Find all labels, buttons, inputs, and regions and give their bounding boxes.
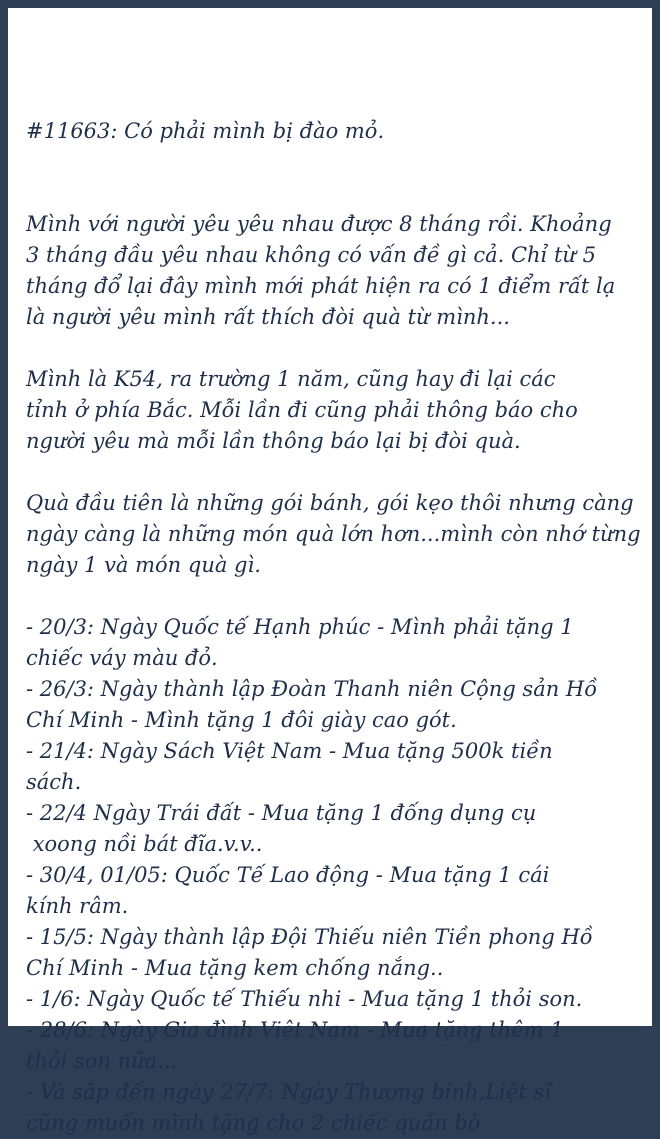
paragraph-intro [26,209,642,333]
paragraph-line: tỉnh ở phía Bắc. Mỗi lần đi cũng phải thông báo cho [26,398,578,422]
paragraph-line: ngày càng là những món quà lớn hơn...mình còn nhớ từng [26,522,641,546]
list-item-line: xoong nồi bát đĩa.v.v.. [26,832,263,856]
paragraph-line: người yêu mà mỗi lần thông báo lại bị đòi quà. [26,429,521,453]
list-item-line: Chí Minh - Mình tặng 1 đôi giày cao gót. [26,708,457,732]
paragraph-line: Quà đầu tiên là những gói bánh, gói kẹo thôi nhưng càng [26,491,634,515]
paragraph-line: Mình với người yêu yêu nhau được 8 tháng rồi. Khoảng [26,212,612,236]
post-title-block [26,54,642,209]
list-item-line: - 1/6: Ngày Quốc tế Thiếu nhi - Mua tặng 1 thỏi son. [26,987,583,1011]
list-item-line: Chí Minh - Mua tặng kem chống nắng.. [26,956,444,980]
list-item-line: - 15/5: Ngày thành lập Đội Thiếu niên Tiền phong Hồ [26,925,593,949]
list-item-line: chiếc váy màu đỏ. [26,646,218,670]
list-item-line: cũng muốn mình tặng cho 2 chiếc quần bò [26,1111,481,1135]
list-item-line: - 20/3: Ngày Quốc tế Hạnh phúc - Mình phải tặng 1 [26,615,574,639]
paragraph-line: 3 tháng đầu yêu nhau không có vấn đề gì cả. Chỉ từ 5 [26,243,596,267]
list-item-line: sách. [26,770,82,794]
list-item-line: - 26/3: Ngày thành lập Đoàn Thanh niên Cộng sản Hồ [26,677,598,701]
paragraph-line: Mình là K54, ra trường 1 năm, cũng hay đi lại các [26,367,556,391]
post-title: #11663: Có phải mình bị đào mỏ. [26,119,385,143]
list-item-line: - Và sắp đến ngày 27/7: Ngày Thương binh,Liệt sĩ [26,1080,551,1104]
paragraph-line: là người yêu mình rất thích đòi quà từ mình... [26,305,510,329]
paragraph-line: tháng đổ lại đây mình mới phát hiện ra có 1 điểm rất lạ [26,274,616,298]
list-item-line: - 21/4: Ngày Sách Việt Nam - Mua tặng 500k tiền [26,739,553,763]
paragraph-gifts [26,488,642,581]
confession-card [8,8,652,1135]
list-item-line: thỏi son nữa... [26,1049,178,1073]
gift-list [26,612,642,1139]
paragraph-background [26,364,642,457]
list-item-line: - 30/4, 01/05: Quốc Tế Lao động - Mua tặng 1 cái [26,863,550,887]
paragraph-line: ngày 1 và món quà gì. [26,553,261,577]
list-item-line: - 22/4 Ngày Trái đất - Mua tặng 1 đống dụng cụ [26,801,537,825]
list-item-line: - 28/6: Ngày Gia đình Việt Nam - Mua tặng thêm 1 [26,1018,564,1042]
list-item-line: kính râm. [26,894,129,918]
